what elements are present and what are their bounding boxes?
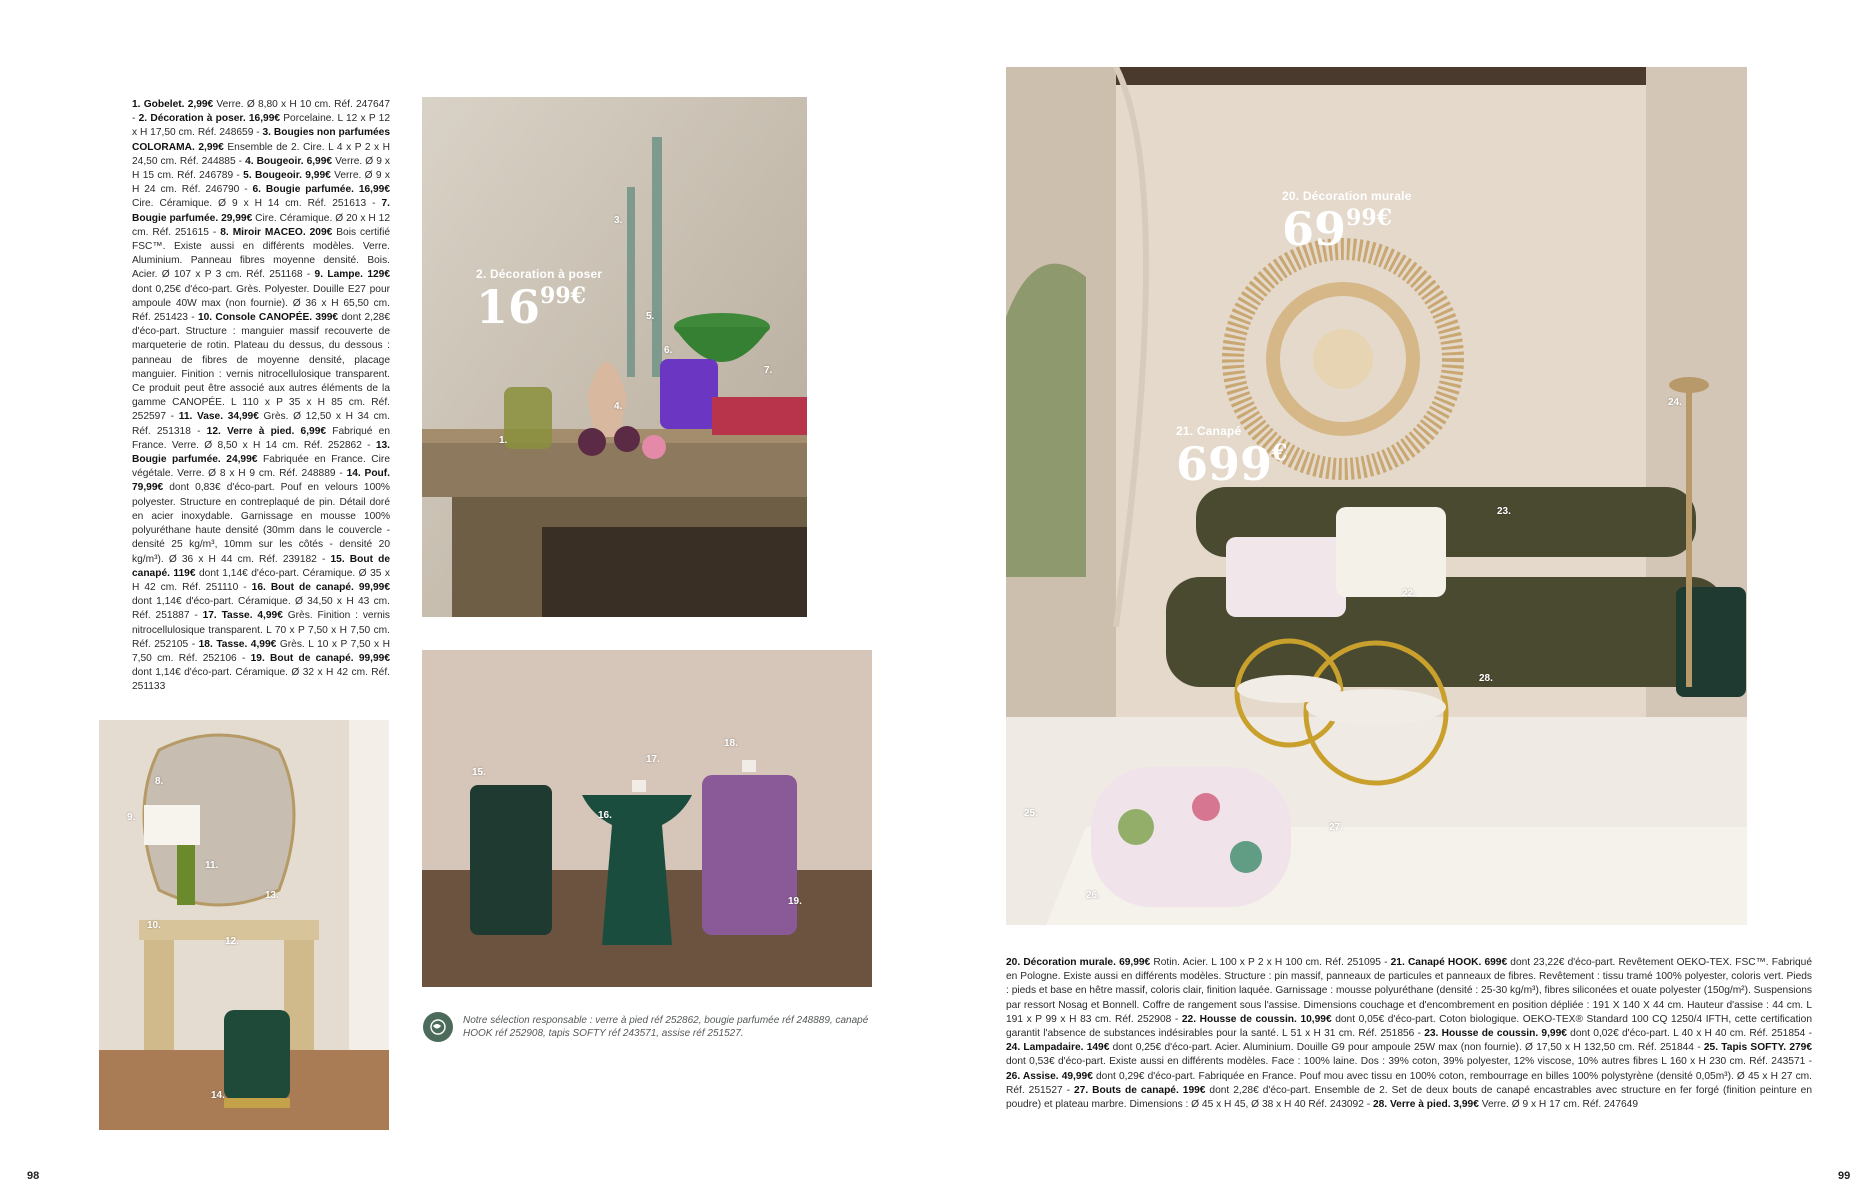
desc-item-9: 9. Lampe. 129€ dont 0,25€ d'éco-part. Grès. Polyester. Douille E27 pour ampoule 40W max (non fournie). Ø 36 x H 65,50 cm. Réf. 251423 - [132, 269, 390, 324]
left-product-descriptions [132, 98, 390, 695]
right-product-descriptions [1006, 956, 1812, 1112]
label-9: 9. [127, 812, 136, 823]
photo-console-mirror [99, 720, 389, 1130]
desc-item-11: 11. Vase. 34,99€ Grès. Ø 12,50 x H 34 cm. Réf. 251318 - [132, 411, 390, 437]
label-15: 15. [472, 767, 486, 778]
price-tag-decoration-murale: 20. Décoration murale 6999€ [1282, 189, 1412, 256]
label-19: 19. [788, 896, 802, 907]
desc-item-4: 4. Bougeoir. 6,99€ Verre. Ø 9 x H 15 cm. Réf. 246789 - [132, 155, 390, 182]
desc-item-19: 19. Bout de canapé. 99,99€ dont 1,14€ d'éco-part. Céramique. Ø 32 x H 42 cm. Réf. 251133 [132, 652, 390, 693]
label-8: 8. [155, 776, 164, 787]
desc-item-23: 23. Housse de coussin. 9,99€ dont 0,02€ d'éco-part. L 40 x H 40 cm. Réf. 251854 - [1424, 1028, 1812, 1040]
side-tables-scene [422, 650, 872, 987]
label-16: 16. [598, 810, 612, 821]
left-page [0, 0, 933, 1200]
desc-item-21: 21. Canapé HOOK. 699€ dont 23,22€ d'éco-part. Revêtement OEKO-TEX. FSC™. Fabriqué en Pologne. Existe aussi en différents modèles. Structure : pin massif, panneaux de particules et panneaux de fibres. Revêtement : tissu tramé 100% polyester, coloris vert. Pieds : pieds et base en hêtre massif, coloris clair, finition laquée. Garnissage : mousse polyuréthane (densité : 25-30 kg/m³), fibres siliconées et ouate polyester (150g/m²). Suspensions par ressort Nosag et Bonnell. Coffre de rangement sous l'assise. Dimensions couchage et d'encombrement en position dépliée : 191 X 140 X 44 cm. Hauteur d'assise : 44 cm. L 191 x P 99 x H 83 cm. Réf. 252908 - [1006, 957, 1812, 1025]
price-tag-canape: 21. Canapé 699€ [1176, 424, 1288, 491]
desc-item-6: 6. Bougie parfumée. 16,99€ Cire. Céramique. Ø 9 x H 14 cm. Réf. 251613 - [132, 184, 391, 210]
label-25: 25. [1024, 808, 1038, 819]
desc-item-8: 8. Miroir MACEO. 209€ Bois certifié FSC™. Existe aussi en différents modèles. Verre. Aluminium. Panneau fibres moyenne densité. Bois. Acier. Ø 107 x P 3 cm. Réf. 251168 - [132, 226, 391, 281]
desc-item-7: 7. Bougie parfumée. 29,99€ Cire. Céramique. Ø 20 x H 12 cm. Réf. 251615 - [132, 198, 390, 238]
label-7: 7. [764, 365, 773, 376]
price-tag-decoration-a-poser: 2. Décoration à poser 1699€ [476, 267, 603, 334]
label-11: 11. [205, 860, 219, 871]
desc-item-10: 10. Console CANOPÉE. 399€ dont 2,28€ d'éco-part. Structure : manguier massif recouverte de marqueterie de rotin. Plateau du dessus, du dessous : panneau de fibres de moyenne densité, placage manguier. Finition : vernis nitrocellulosique transparent. Ce produit peut être associé aux autres éléments de la gamme CANOPÉE. L 110 x P 35 x H 85 cm. Réf. 252597 - [132, 312, 391, 423]
photo-side-tables [422, 650, 872, 987]
label-3: 3. [614, 215, 623, 226]
label-22: 22. [1402, 588, 1416, 599]
label-14: 14. [211, 1090, 225, 1101]
label-13: 13. [265, 890, 279, 901]
desc-item-24: 24. Lampadaire. 149€ dont 0,25€ d'éco-part. Acier. Aluminium. Douille G9 pour ampoule 25W max (non fournie). Ø 17,50 x H 132,50 cm. Réf. 251844 - [1006, 1042, 1704, 1054]
label-27: 27. [1329, 822, 1343, 833]
label-10: 10. [147, 920, 161, 931]
console-scene [99, 720, 389, 1130]
desc-item-27: 27. Bouts de canapé. 199€ dont 2,28€ d'éco-part. Ensemble de 2. Set de deux bouts de canapé encastrables avec structure en fer forgé (finition peinture en poudre) et plateau marbre. Dimensions : Ø 45 x H 45, Ø 38 x H 40 Réf. 243092 - [1006, 1084, 1813, 1111]
desc-item-20: 20. Décoration murale. 69,99€ Rotin. Acier. L 100 x P 2 x H 100 cm. Réf. 251095 - [1006, 957, 1391, 968]
label-28: 28. [1479, 673, 1493, 684]
desc-item-15: 15. Bout de canapé. 119€ dont 1,14€ d'éco-part. Céramique. Ø 35 x H 42 cm. Réf. 251110 - [132, 553, 390, 593]
label-12: 12. [225, 936, 239, 947]
desc-item-13: 13. Bougie parfumée. 24,99€ Fabriquée en France. Cire végétale. Verre. Ø 8 x H 9 cm. Réf. 248889 - [132, 439, 390, 480]
label-24: 24. [1668, 397, 1682, 408]
page-number-left: 98 [27, 1170, 40, 1182]
globe-leaf-icon [423, 1012, 453, 1042]
desc-item-16: 16. Bout de canapé. 99,99€ dont 1,14€ d'éco-part. Céramique. Ø 34,50 x H 43 cm. Réf. 251887 - [132, 581, 390, 622]
desc-item-5: 5. Bougeoir. 9,99€ Verre. Ø 9 x H 24 cm. Réf. 246790 - [132, 170, 391, 196]
candles-scene [422, 97, 807, 617]
desc-item-25: 25. Tapis SOFTY. 279€ dont 0,53€ d'éco-part. Existe aussi en différents modèles. Face : 100% laine. Dos : 39% coton, 39% polyester, 12% viscose, 10% autres fibres L 160 x H 230 cm. Réf. 243571 - [1006, 1042, 1813, 1068]
photo-living-room [1006, 67, 1747, 925]
desc-item-12: 12. Verre à pied. 6,99€ Fabriqué en France. Verre. Ø 8,50 x H 14 cm. Réf. 252862 - [132, 425, 390, 451]
desc-item-3: 3. Bougies non parfumées COLORAMA. 2,99€ Ensemble de 2. Cire. L 4 x P 2 x H 24,50 cm. Réf. 244885 - [132, 127, 390, 167]
desc-item-26: 26. Assise. 49,99€ dont 0,29€ d'éco-part. Fabriquée en France. Pouf mou avec tissu en 100% coton, rembourrage en billes 100% polystyrène (densité 0,05m³). Ø 45 x H 27 cm. Réf. 251527 - [1006, 1070, 1812, 1096]
desc-item-28: 28. Verre à pied. 3,99€ Verre. Ø 9 x H 17 cm. Réf. 247649 [1372, 1099, 1638, 1111]
label-6: 6. [664, 345, 673, 356]
label-17: 17. [646, 754, 660, 765]
photo-candles-mantel [422, 97, 807, 617]
label-5: 5. [646, 311, 655, 322]
desc-item-2: 2. Décoration à poser. 16,99€ Porcelaine. L 12 x P 12 x H 17,50 cm. Réf. 248659 - [132, 113, 390, 139]
eco-note-text: Notre sélection responsable : verre à pied réf 252862, bougie parfumée réf 248889, canapé HOOK réf 252908, tapis SOFTY réf 243571, assise réf 251527. [463, 1015, 869, 1039]
desc-item-17: 17. Tasse. 4,99€ Grès. Finition : vernis nitrocellulosique transparent. L 70 x P 7,50 x H 7,50 cm. Réf. 252105 - [132, 610, 390, 650]
label-23: 23. [1497, 506, 1511, 517]
desc-item-22: 22. Housse de coussin. 10,99€ dont 0,05€ d'éco-part. Coton biologique. OEKO-TEX® Standard 100 CQ 1250/4 IFTH, cette certification garantit l'absence de substances indésirables pour la santé. L 51 x H 31 cm. Réf. 251856 - [1006, 1013, 1812, 1040]
page-number-right: 99 [1838, 1170, 1851, 1182]
desc-item-18: 18. Tasse. 4,99€ Grès. L 10 x P 7,50 x H 7,50 cm. Réf. 252106 - [132, 638, 391, 664]
desc-item-14: 14. Pouf. 79,99€ dont 0,83€ d'éco-part. Pouf en velours 100% polyester. Structure en contreplaqué de pin. Détail doré en acier inoxydable. Garnissage en mousse 100% polyuréthane haute densité (30mm dans le couvercle - densité 25 kg/m³, 10mm sur les côtés - densité 20 kg/m³). Ø 36 x H 44 cm. Réf. 239182 - [132, 468, 390, 565]
label-26: 26. [1086, 890, 1100, 901]
label-18: 18. [724, 738, 738, 749]
label-4: 4. [614, 401, 623, 412]
label-1: 1. [499, 435, 508, 446]
eco-selection-note [423, 1012, 883, 1046]
desc-item-1: 1. Gobelet. 2,99€ Verre. Ø 8,80 x H 10 cm. Réf. 247647 - [132, 99, 391, 125]
